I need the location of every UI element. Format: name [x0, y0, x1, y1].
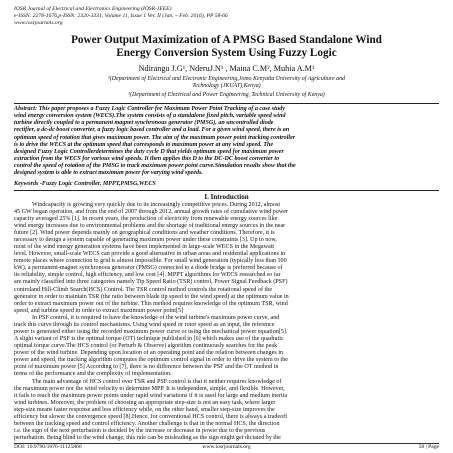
text-line: kW), a permanent-magnet synchronous generator (PMSG) connected to a diode bridge is preferred because of: [14, 265, 283, 272]
text-line: efficiency but slower the convergence speed [8].Hence, for conventional HCS control, there is always a tradeoff: [14, 414, 288, 421]
text-line: between the tracking speed and control efficiency. Another challenge is that in the normal HCS, the direction: [14, 421, 280, 428]
text-line: 45 GW began operation, and from the end of 2007 through 2012, annual growth rates of cumulative wind power: [14, 209, 289, 215]
text-line: terms of the performance and the complexity of implementation.: [14, 371, 172, 378]
text-line: The main advantage of HCS control over TSR and PSF control is that it neither requires knowledge of: [32, 379, 282, 385]
keywords: [14, 181, 439, 188]
affiliation-1-line-2: Technology (JKUAT),Kenya): [192, 83, 261, 89]
text-line: Windcapacity is growing very quickly due to its increasingly competitive prices. During 2012, almost: [32, 202, 281, 208]
text-line: it fails to reach the maximum power points under rapid wind variations if it is used for large and medium inertia: [14, 393, 288, 400]
text-line: controland Hill-Climb Search(HCS) Control. The TSR control method controls the rotational speed of the: [14, 286, 273, 293]
text-line: power of the wind turbine. Depending upon location of an operating point and the relation between changes in: [14, 350, 284, 357]
paper-title-line-2: Energy Conversion System Using Fuzzy Logic: [116, 47, 337, 59]
abstract: [14, 106, 439, 178]
text-line: speed, and turbine speed in order to extract maximum power point[5]: [14, 307, 184, 314]
paper-title-line-1: Power Output Maximization of A PMSG Based Standalone Wind: [71, 34, 382, 46]
text-line: track this curve through its control mechanisms. Using wind speed or rotor speed as an input, the reference: [14, 322, 275, 329]
keywords-label: Keywords: [14, 181, 39, 187]
intro-paragraph-1: [14, 202, 439, 209]
text-line: step-size means faster response and less efficiency while, on the other hand, smaller step-size improves the: [14, 407, 275, 414]
footer-page-number: 58 | Page: [418, 444, 439, 450]
text-line: most of the wind energy generation systems have been implemented in large-scale WECS in the Megawatt: [14, 244, 275, 251]
text-line: capacity averaged 25% [1]. In recent years, the production of electricity from renewable energy sources like: [14, 216, 278, 223]
text-line: level. However, small-scale WECS can provide a good alternative in urban areas and residential applications in: [14, 251, 286, 258]
affiliation-1-line-1: ¹(Department of Electrical and Electronic Engineering,Jomo Kenyatta University of Agriculture and: [108, 76, 345, 82]
abstract-line: optimum speed of rotation that gives maximum power. The aim of the maximum power point tracking controller: [14, 134, 296, 141]
text-line: i.e. the sign of the next perturbation is decided by the increase or decrease in power due to the previous: [14, 428, 266, 435]
affiliation-2: ²(Department of Electrical and Power Engineering, Technical University of Kenya): [128, 92, 325, 98]
paper-authors: Ndirangu J.G¹, NderuJ.N¹ , Maina C.M², Muhia A.M¹: [138, 64, 315, 73]
text-line: perturbation. Being blind to the wind change, this rule can be misleading as the sign might get dictated by the: [14, 435, 281, 442]
footer-website[interactable]: www.iosrjournals.org: [202, 444, 251, 450]
intro-paragraph-2: [14, 315, 439, 378]
text-line: wind energy increases due to environmental problems and the shortage of traditional energy sources in the near: [14, 223, 286, 230]
text-line: power is generated either using the recorded maximum power curve or using the mechanical power equation[5].: [14, 329, 288, 336]
text-line: A slight variant of PSF is the optimal torque (OT) technique published in [6] which makes use of the quadratic: [14, 336, 284, 343]
journal-name: IOSR Journal of Electrical and Electronics Engineering (IOSR-JEEE): [14, 6, 172, 12]
abstract-line: is to drive the WECS at the optimum speed that corresponds to maximum power at any wind speed. The: [14, 141, 274, 148]
section-heading-introduction: I. Introduction: [204, 193, 249, 201]
text-line: future [2]. Wind power depends mainly on geographical conditions and weather conditions. Therefore, it is: [14, 230, 275, 237]
divider-top: [14, 103, 439, 104]
text-line: generator in order to maintain TSR (the ratio between blade tip speed to the wind speed) at the optimum value in: [14, 293, 289, 300]
text-line: wind turbines. Moreover, the problem of choosing an appropriate step-size is not an easy task, where larger: [14, 400, 276, 407]
abstract-line: rectifier, a dc-dc boost converter, a fuzzy logic based controller and a load. For a given wind speed, there is an: [14, 127, 290, 134]
text-line: the maximum power nor the wind velocity to determine MPP. It is independent, simple, and flexible. However,: [14, 386, 285, 393]
abstract-line: Abstract: This paper proposes a Fuzzy Logic Controller for Maximum Power Point Tracking of a case study: [14, 106, 285, 112]
intro-paragraph-1-cont: [14, 209, 439, 315]
divider-bottom: [14, 190, 439, 191]
intro-paragraph-3: [14, 379, 439, 442]
abstract-line: extraction from the WECS for various wind speeds. It then applies this D to the DC-DC boost converter to: [14, 156, 280, 163]
abstract-line: designed Fuzzy Logic Controllerdetermines the duty cycle D that yields optimum speed for maximum power: [14, 148, 284, 155]
journal-website[interactable]: www.iosrjournals.org: [14, 20, 63, 26]
text-line: power and speed, the tracking algorithm computes the optimum control signal in order to drive the system to the: [14, 357, 288, 364]
text-line: remote places where connection to grid is almost impossible. For small wind generation (typically less than 100: [14, 258, 287, 265]
journal-issn: e-ISSN: 2278-1676,p-ISSN: 2320-3331, Volume 11, Issue 1 Ver. II (Jan. – Feb. 2016), PP 58-66: [14, 13, 228, 19]
abstract-line: control the speed of rotation of the PMSG to track maximum power point curve.Simulation results show that the: [14, 163, 296, 170]
text-line: are mainly classified into three categories namely Tip Speed Ratio (TSR) control, Power Signal Feedback (PSF): [14, 279, 288, 286]
text-line: necessary to design a system capable of generating maximum power under these constraints [3]. Up to now,: [14, 237, 277, 244]
text-line: its reliability, simple control, high efficiency, and low cost [4]. MPPT algorithms for WECS researched so far: [14, 272, 281, 279]
text-line: order to extract maximum power out of the turbine. This method requires knowledge of the optimum TSR, wind: [14, 300, 288, 307]
footer-doi: DOI: 10.9790/1676-11125866: [14, 444, 82, 450]
text-line: optimal torque curve.The HCS control (or Perturb & Observe) algorithm continuously searches for the peak: [14, 343, 278, 350]
abstract-line: turbine directly coupled to a permanent magnet synchronous generator (PMSG), an uncontrolled diode: [14, 120, 274, 127]
text-line: In PSF control, it is required to have the knowledge of the wind turbine's maximum power curve, and: [32, 315, 280, 321]
abstract-line: wind energy conversion system (WECS).The system consists of a standalone fixed pitch, variable speed wind: [14, 113, 286, 120]
text-line: point of maximum power [5] According to [7], there is no difference between the PSF and the OT method in: [14, 364, 279, 371]
abstract-line: designed system is able to extract maximum power for varying wind speeds.: [14, 170, 203, 177]
abstract-label: Abstract:: [14, 106, 38, 112]
keywords-text: -Fuzzy Logic Controller, MPPT,PMSG,WECS: [38, 181, 156, 187]
